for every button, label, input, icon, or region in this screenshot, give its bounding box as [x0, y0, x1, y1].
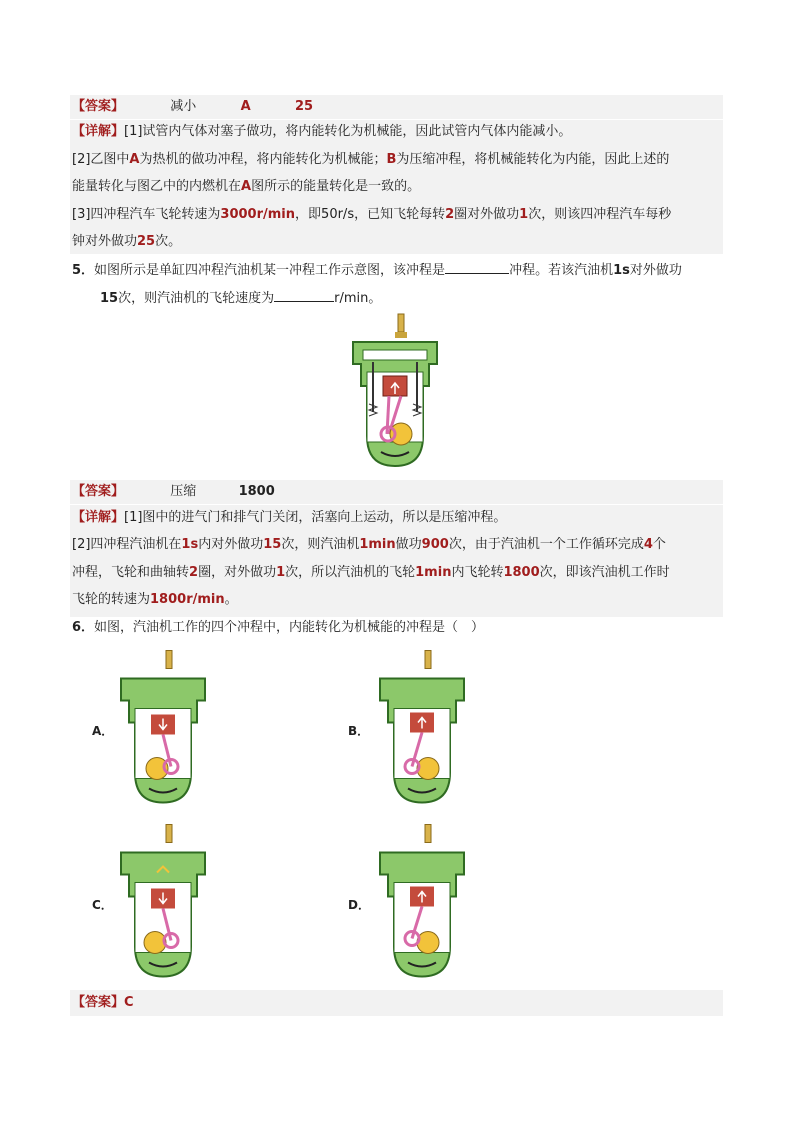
answer-value-3: 25: [294, 99, 314, 114]
question-text: 如图，汽油机工作的四个冲程中，内能转化为机械能的冲程是（ ）: [94, 620, 485, 635]
detail-highlight: 1800r/min: [150, 592, 225, 607]
detail-text: ，已知飞轮每转: [354, 207, 446, 222]
detail-text: 次，则汽油机: [281, 537, 360, 552]
detail-5-line-2: [72, 535, 666, 555]
question-text: 对外做功: [629, 263, 682, 278]
detail-text: 为压缩冲程，将机械能转化为内能，因此上述的: [396, 152, 670, 167]
detail-text: 内飞轮转: [451, 565, 504, 580]
detail-highlight: 1min: [415, 565, 452, 580]
question-text: 1s: [613, 263, 630, 278]
answer-row-5: [72, 482, 275, 502]
detail-label: 【详解】: [72, 124, 125, 139]
option-b-label[interactable]: B．: [348, 724, 370, 738]
detail-highlight: 15: [263, 537, 282, 552]
engine-diagram-option-b[interactable]: [372, 646, 472, 811]
question-text: 冲程。若该汽油机: [509, 263, 614, 278]
detail-5-line-3: [72, 563, 670, 583]
detail-text: 为热机的做功冲程，将内能转化为机械能；: [139, 152, 387, 167]
answer-row-6: [72, 993, 134, 1013]
detail-prev-line-1: [72, 122, 571, 142]
detail-label: 【详解】: [72, 510, 125, 525]
detail-highlight: 1min: [359, 537, 396, 552]
answer-band-6: [70, 990, 723, 1016]
detail-text: [3]四冲程汽车飞轮转速为: [72, 207, 221, 222]
answer-label: 【答案】: [72, 484, 125, 499]
detail-text: ，即: [295, 207, 322, 222]
question-5-line-2: [100, 287, 381, 309]
detail-text: 圈对外做功: [454, 207, 520, 222]
detail-text: 次。: [155, 234, 182, 249]
detail-text: 次，则该四冲程汽车每秒: [528, 207, 672, 222]
detail-text: 图所示的能量转化是一致的。: [251, 179, 421, 194]
answer-label: 【答案】: [72, 99, 125, 114]
detail-text: 。: [224, 592, 238, 607]
question-number: 6．: [72, 620, 95, 635]
detail-highlight: 1: [519, 207, 529, 222]
detail-highlight: 3000r/min: [220, 207, 296, 222]
question-text: 15: [100, 291, 119, 306]
detail-text: 次，由于汽油机一个工作循环完成: [448, 537, 644, 552]
engine-figure: [353, 314, 437, 466]
detail-text: [1]图中的进气门和排气门关闭，活塞向上运动，所以是压缩冲程。: [124, 510, 507, 525]
answer-blank-2[interactable]: [274, 287, 334, 302]
detail-5-line-4: [72, 590, 238, 610]
detail-highlight: 25: [137, 234, 156, 249]
detail-text: [1]试管内气体对塞子做功，将内能转化为机械能，因此试管内气体内能减小。: [124, 124, 572, 139]
detail-prev-line-5: [72, 232, 181, 252]
question-5-line-1: [72, 259, 682, 281]
detail-text: 能量转化与图乙中的内燃机在: [72, 179, 242, 194]
engine-diagram-option-a[interactable]: [113, 646, 213, 811]
detail-text: 做功: [395, 537, 422, 552]
detail-prev-line-4: [72, 205, 671, 225]
question-text: 如图所示是单缸四冲程汽油机某一冲程工作示意图，该冲程是: [94, 263, 446, 278]
detail-highlight: 1: [276, 565, 286, 580]
engine-diagram-q5: [345, 312, 445, 472]
detail-highlight: A: [129, 152, 140, 167]
answer-row-prev: [72, 97, 313, 117]
answer-blank-1[interactable]: [445, 259, 509, 274]
answer-value-1: 减小: [170, 99, 197, 114]
answer-value-2: A: [240, 99, 251, 114]
question-text: 次，则汽油机的飞轮速度为: [118, 291, 275, 306]
detail-highlight: 1800: [503, 565, 540, 580]
detail-text: 50r/s: [321, 207, 355, 222]
answer-value-1: 压缩: [170, 484, 197, 499]
detail-highlight: 2: [189, 565, 199, 580]
detail-text: 次，即该汽油机工作时: [539, 565, 670, 580]
question-text: 。: [368, 291, 382, 306]
answer-value: C: [124, 995, 134, 1010]
detail-highlight: B: [386, 152, 397, 167]
option-c-label[interactable]: C．: [92, 898, 113, 912]
detail-text: 钟对外做功: [72, 234, 138, 249]
engine-diagram-option-c[interactable]: [113, 820, 213, 985]
detail-text: 冲程，飞轮和曲轴转: [72, 565, 190, 580]
detail-text: 飞轮的转速为: [72, 592, 151, 607]
detail-highlight: 4: [643, 537, 653, 552]
detail-text: [2]乙图中: [72, 152, 130, 167]
detail-highlight: 1s: [181, 537, 199, 552]
detail-prev-line-2: [72, 150, 669, 170]
detail-5-line-1: [72, 508, 506, 528]
option-d-label[interactable]: D．: [348, 898, 370, 912]
detail-prev-line-3: [72, 177, 420, 197]
detail-highlight: A: [241, 179, 252, 194]
question-number: 5．: [72, 263, 95, 278]
detail-highlight: 900: [421, 537, 449, 552]
question-6: [72, 618, 484, 638]
detail-highlight: 2: [445, 207, 455, 222]
detail-text: 内对外做功: [198, 537, 264, 552]
detail-text: [2]四冲程汽油机在: [72, 537, 182, 552]
option-a-label[interactable]: A．: [92, 724, 114, 738]
question-text: r/min: [334, 291, 369, 306]
detail-text: 圈，对外做功: [198, 565, 277, 580]
answer-label: 【答案】: [72, 995, 125, 1010]
detail-text: 个: [652, 537, 666, 552]
detail-text: 次，所以汽油机的飞轮: [285, 565, 416, 580]
engine-diagram-option-d[interactable]: [372, 820, 472, 985]
answer-value-2: 1800: [238, 484, 275, 499]
